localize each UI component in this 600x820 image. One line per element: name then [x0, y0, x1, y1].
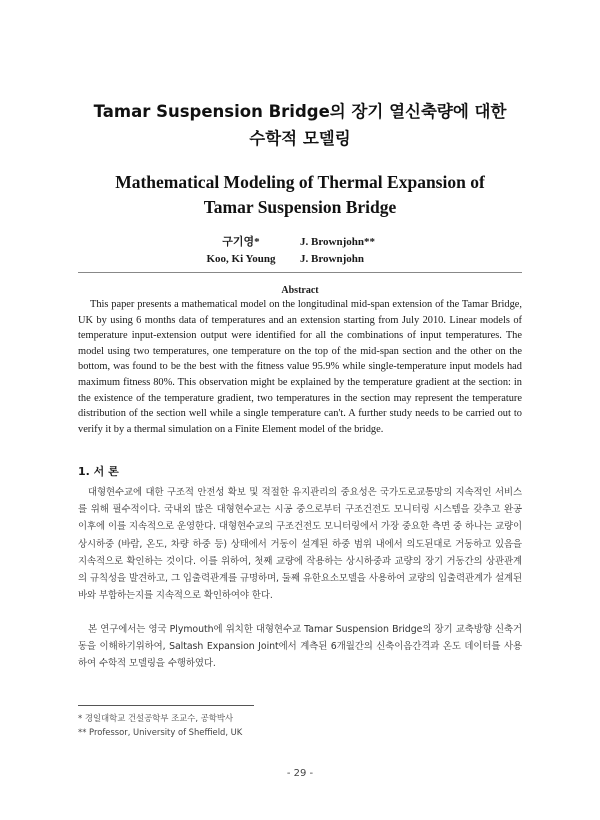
english-title-line2: Tamar Suspension Bridge [203, 197, 397, 217]
korean-title-line2: 수학적 모델링 [249, 129, 351, 148]
author-2 [300, 234, 410, 268]
abstract-text: This paper presents a mathematical model on the longitudinal mid-span extension of the Tamar Bridge, UK by using 6 months data of temperatures and an extension starting from July 2010. Linear models of temperature input-extension output were identified for all the combinations of input temperatures. The model using two temperatures, one temperature on the top of the mid-span section and the other on the bottom, was found to be the best with the fitness value 95.9% while single-temperature input models had maximum fitness 80%. This observation might be explained by the temperature gradient at the section: in the existence of the temperature gradient, two temperatures in the section may represent the temperature distribution of the section well while a single temperature can't. A further study needs to be carried out to verify it by a thermal simulation on a Finite Element model of the bridge. [78, 299, 522, 435]
english-title [0, 170, 600, 220]
author-1-korean-name: 구기영* [222, 236, 260, 248]
footnote-divider [78, 705, 254, 706]
section-heading-introduction: 1. 서 론 [78, 465, 119, 478]
body-paragraph-2: 본 연구에서는 영국 Plymouth에 위치한 대형현수교 Tamar Suspension Bridge의 장기 교축방향 신축거동을 이해하기위하여, Saltash Expansion Joint에서 계측된 6개월간의 신축이음간격과 온도 데이터를 사용하여 수학적 모델링을 수행하였다. [78, 624, 522, 670]
body-paragraph-1: 대형현수교에 대한 구조적 안전성 확보 및 적절한 유지관리의 중요성은 국가도로교통망의 지속적인 서비스를 위해 필수적이다. 국내외 많은 대형현수교는 시공 중으로부터 구조건전도 모니터링 시스템을 갖추고 완공 이후에 이를 지속적으로 운영한다. 대형현수교의 구조건전도 모니터링에서 가장 중요한 측면 중 하나는 교량이 상시하중 (바람, 온도, 차량 하중 등) 상태에서 거동이 설계된 하중 범위 내에서 의도된대로 거동하고 있음을 지속적으로 확인하는 것이다. 이를 위하여, 첫째 교량에 작용하는 상시하중과 교량의 장기 거동간의 상관관계의 규칙성을 발견하고, 그 입출력관계를 규명하며, 둘째 유한요소모델을 사용하여 교량의 입출력관계가 설계된 바와 부합하는지를 지속적으로 확인하여야 한다. [78, 487, 522, 602]
author-2-name: J. Brownjohn** [300, 236, 375, 248]
korean-title [0, 98, 600, 152]
author-2-english-name: J. Brownjohn [300, 253, 364, 265]
page-number: - 29 - [286, 768, 314, 779]
abstract-heading: Abstract [281, 285, 319, 296]
footnote-1: * 경일대학교 건설공학부 조교수, 공학박사 [78, 713, 234, 723]
footnotes [78, 711, 242, 739]
author-1-english-name: Koo, Ki Young [206, 253, 276, 265]
korean-title-line1: Tamar Suspension Bridge의 장기 열신축량에 대한 [93, 102, 507, 121]
english-title-line1: Mathematical Modeling of Thermal Expansion of [115, 172, 485, 192]
author-1 [196, 234, 286, 268]
title-divider [78, 272, 522, 273]
footnote-2: ** Professor, University of Sheffield, UK [78, 727, 243, 737]
